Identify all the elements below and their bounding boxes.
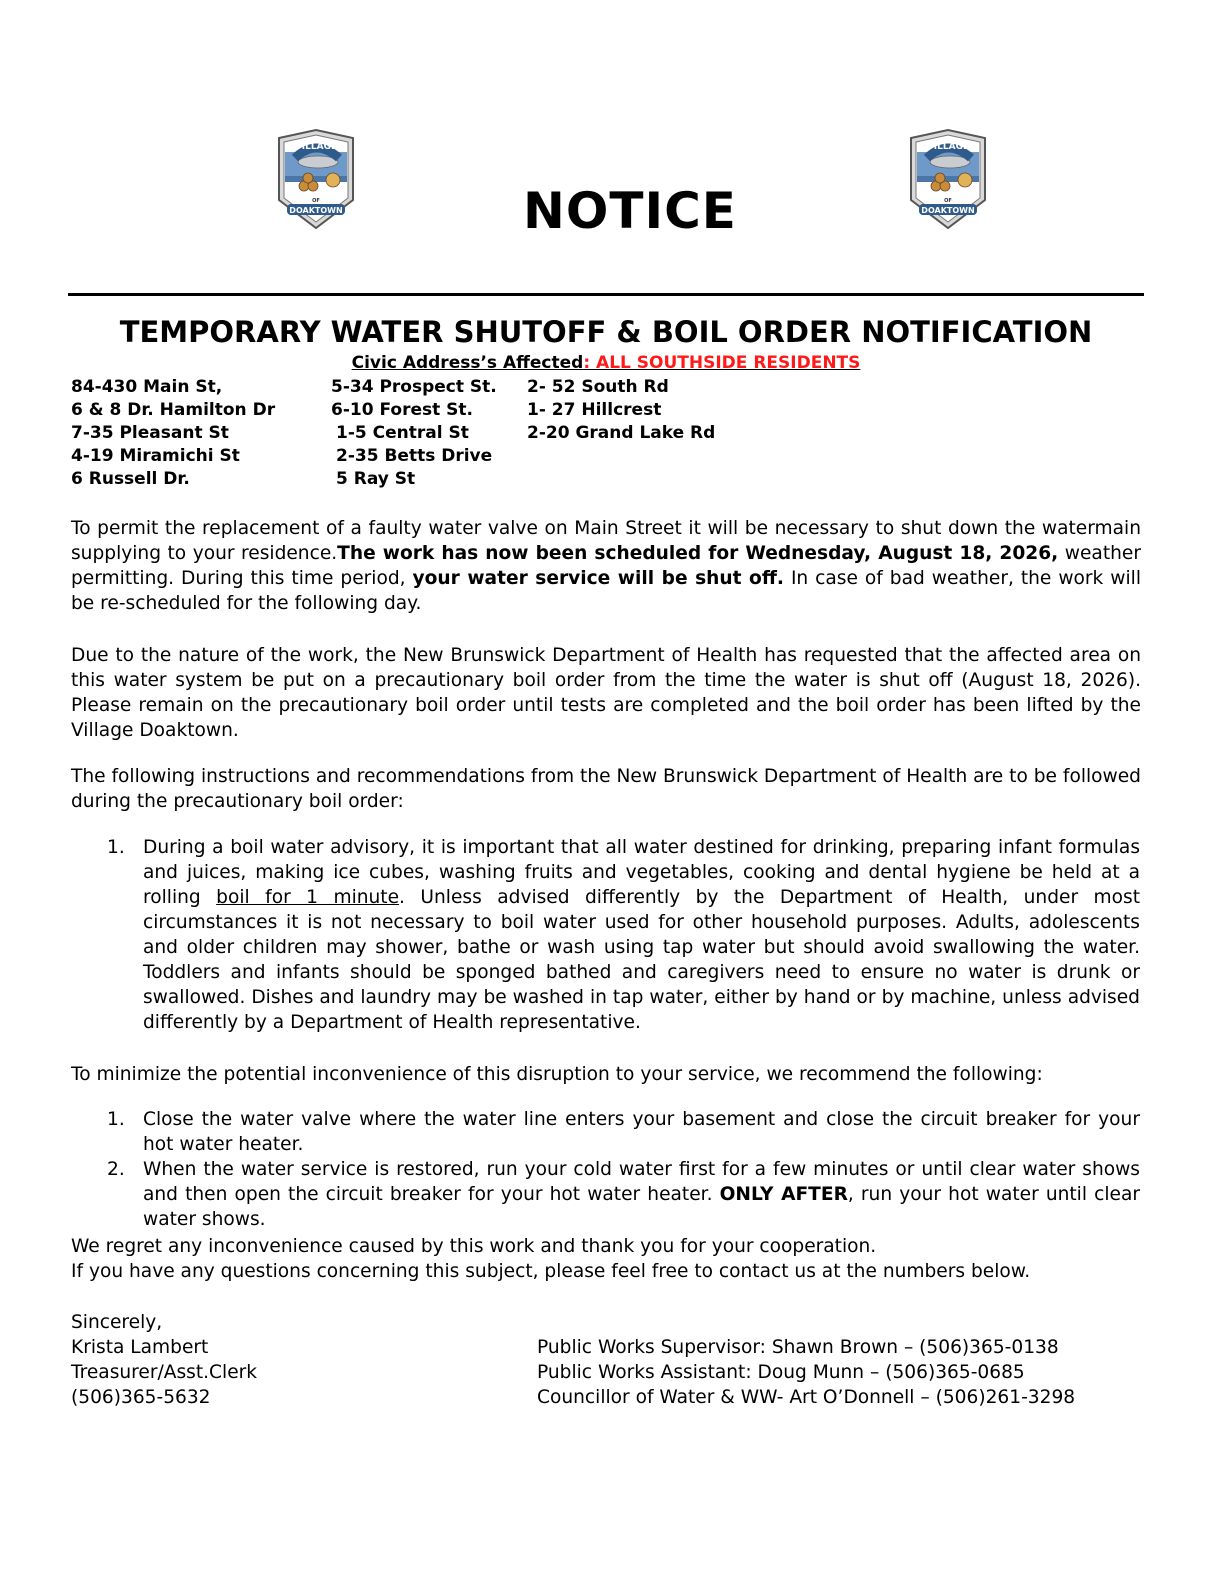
paragraph-instructions-intro: The following instructions and recommendations from the New Brunswick Department of Health are to be followed during the precautionary boil order: <box>71 766 1141 812</box>
signatory-role: Treasurer/Asst.Clerk <box>71 1362 258 1383</box>
logo-text-of: OF <box>312 198 320 204</box>
list-item-restore-service <box>143 1157 1140 1232</box>
logo-text-doaktown: DOAKTOWN <box>921 206 975 215</box>
contact-supervisor: Public Works Supervisor: Shawn Brown – (506)365-0138 <box>537 1337 1059 1358</box>
text-run: , run your hot water until clear water shows. <box>143 1184 1141 1230</box>
sincerely-text: Sincerely, <box>71 1312 163 1333</box>
paragraph-recommendations-intro: To minimize the potential inconvenience of this disruption to your service, we recommend the following: <box>71 1064 1043 1085</box>
address-item: 4-19 Miramichi St <box>71 446 240 466</box>
paragraph-work-schedule <box>71 516 1141 616</box>
contact-councillor: Councillor of Water & WW- Art O’Donnell – (506)261-3298 <box>537 1387 1076 1408</box>
text-run: weather permitting. During this time period, <box>71 543 1141 589</box>
address-column-3 <box>527 376 715 445</box>
address-item: 7-35 Pleasant St <box>71 423 229 443</box>
logo-text-of: OF <box>944 198 952 204</box>
address-item: 6 & 8 Dr. Hamilton Dr <box>71 400 276 420</box>
address-item: 6-10 Forest St. <box>331 400 473 420</box>
contact-assistant: Public Works Assistant: Doug Munn – (506)365-0685 <box>537 1362 1025 1383</box>
paragraph-boil-order: Due to the nature of the work, the New Brunswick Department of Health has requested that the affected area on this water system be put on a precautionary boil order from the time the water is shut off (August 18, 2026). Please remain on the precautionary boil order until tests are completed and the boil order has been lifted by the Village Doaktown. <box>71 645 1141 741</box>
logo-text-doaktown: DOAKTOWN <box>289 206 343 215</box>
list-number: 1. <box>107 1109 125 1130</box>
address-item: 1-5 Central St <box>336 423 469 443</box>
civic-value: : ALL SOUTHSIDE RESIDENTS <box>583 353 861 373</box>
list-number: 2. <box>107 1159 125 1180</box>
list-item-close-valve: Close the water valve where the water line enters your basement and close the circuit breaker for your hot water heater. <box>143 1109 1140 1155</box>
address-item: 5-34 Prospect St. <box>331 377 497 397</box>
only-after-text: ONLY AFTER <box>719 1184 848 1205</box>
shutoff-warning-text: your water service will be shut off. <box>412 568 784 589</box>
signatory-name: Krista Lambert <box>71 1337 209 1358</box>
signatory-phone: (506)365-5632 <box>71 1387 211 1408</box>
address-column-2 <box>331 376 497 491</box>
text-run: To permit the replacement of a faulty water valve on Main Street it will be necessary to shut down the watermain supplying to your residence. <box>71 518 1141 564</box>
header-divider <box>68 293 1144 296</box>
logo-text-village: VILLAGE <box>926 142 970 152</box>
text-run: . Unless advised differently by the Department of Health, under most circumstances it is not necessary to boil water used for other household purposes. Adults, adolescents and older children may shower, bathe or wash using tap water but should avoid swallowing the water. Toddlers and infants should be sponged bathed and caregivers need to ensure no water is drunk or swallowed. Dishes and laundry may be washed in tap water, either by hand or by machine, unless advised differently by a Department of Health representative. <box>143 887 1141 1033</box>
closing-contact-line: If you have any questions concerning this subject, please feel free to contact us at the numbers below. <box>71 1261 1031 1282</box>
list-number: 1. <box>107 837 125 858</box>
text-run: During a boil water advisory, it is important that all water destined for drinking, preparing infant formulas and juices, making ice cubes, washing fruits and vegetables, cooking and dental hygiene be held at a rolling <box>143 837 1140 908</box>
closing-regret-line: We regret any inconvenience caused by this work and thank you for your cooperation. <box>71 1236 877 1257</box>
notice-title: NOTICE <box>523 182 737 240</box>
headline: TEMPORARY WATER SHUTOFF & BOIL ORDER NOTIFICATION <box>119 315 1093 349</box>
address-item: 5 Ray St <box>336 469 416 489</box>
address-item: 84-430 Main St, <box>71 377 223 397</box>
logo-text-village: VILLAGE <box>294 142 338 152</box>
text-run: When the water service is restored, run your cold water first for a few minutes or until clear water shows and then open the circuit breaker for your hot water heater. <box>143 1159 1140 1205</box>
address-item: 2- 52 South Rd <box>527 377 669 397</box>
address-item: 2-20 Grand Lake Rd <box>527 423 716 443</box>
scheduled-date-text: The work has now been scheduled for Wednesday, August 18, 2026, <box>337 543 1059 564</box>
boil-duration-text: boil for 1 minute <box>216 887 400 908</box>
address-item: 1- 27 Hillcrest <box>527 400 662 420</box>
text-run: In case of bad weather, the work will be re-scheduled for the following day. <box>71 568 1142 614</box>
address-item: 2-35 Betts Drive <box>336 446 493 466</box>
address-item: 6 Russell Dr. <box>71 469 190 489</box>
civic-label: Civic Address’s Affected <box>351 353 584 373</box>
list-item-boil-advisory <box>143 835 1140 1035</box>
civic-addresses-heading <box>0 353 1212 373</box>
address-column-1 <box>71 376 275 491</box>
